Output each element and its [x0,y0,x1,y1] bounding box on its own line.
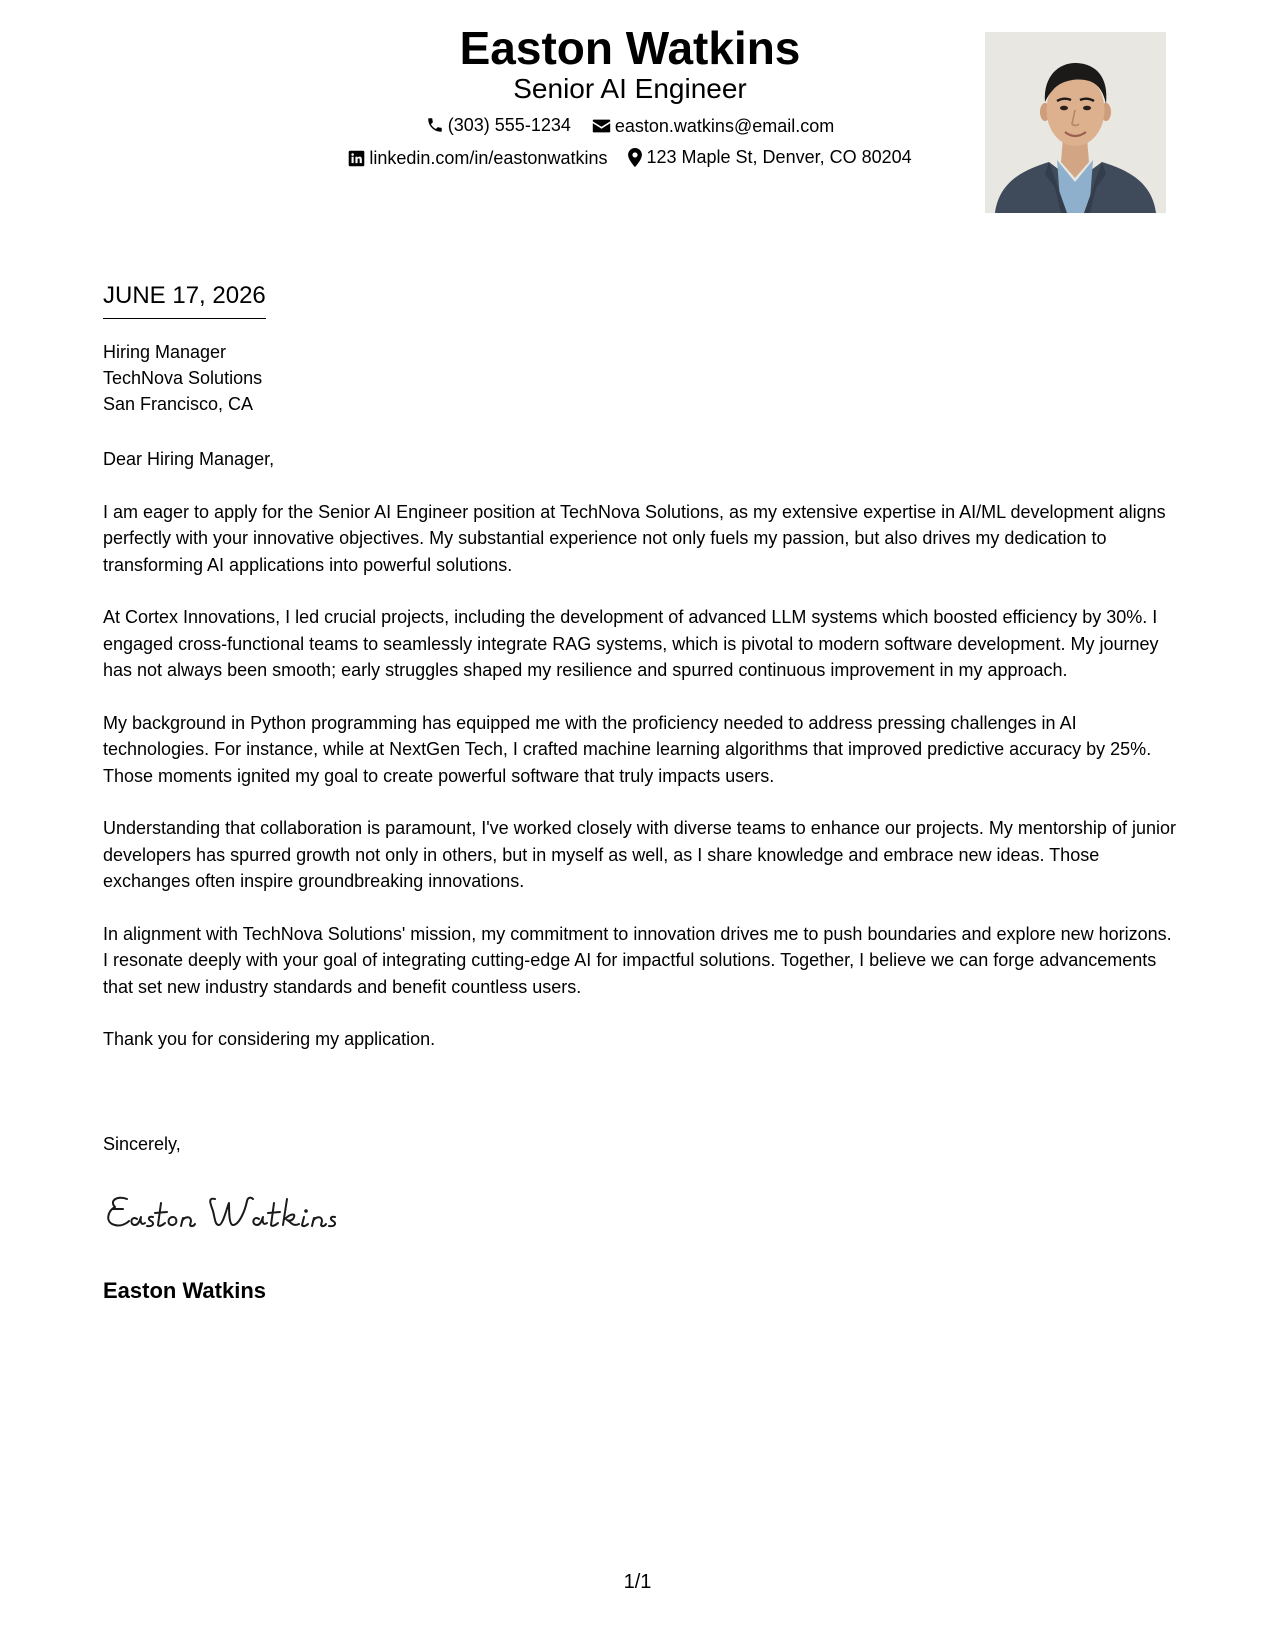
letter-date: JUNE 17, 2026 [103,280,266,319]
recipient-line: TechNova Solutions [103,368,263,388]
body-paragraph: My background in Python programming has equipped me with the proficiency needed to address pressing challenges in AI technologies. For instance, while at NextGen Tech, I crafted machine learning algorithms that improved predictive accuracy by 25%. Those moments ignited my goal to create powerful software that truly impacts users. [103,712,1152,786]
recipient-block [103,339,262,417]
recipient-line: Hiring Manager [103,342,227,362]
signature-name: Easton Watkins [103,1278,266,1303]
thanks-line: Thank you for considering my application. [103,1029,436,1049]
profile-photo [985,32,1166,213]
body-paragraph: In alignment with TechNova Solutions' mission, my commitment to innovation drives me to push boundaries and explore new horizons. I resonate deeply with your goal of integrating cutting-edge AI for impactful solutions. Together, I believe we can forge advancements that set new industry standards and benefit countless users. [103,923,1172,997]
map-pin-icon [628,148,642,167]
email-text: easton.watkins@email.com [614,116,835,136]
body-paragraph: Understanding that collaboration is paramount, I've worked closely with diverse teams to enhance our projects. My mentorship of junior developers has spurred growth not only in others, but in myself as well, as I share knowledge and embrace new ideas. Those exchanges often inspire groundbreaking innovations. [103,818,1176,891]
linkedin-contact [348,145,607,171]
applicant-title: Senior AI Engineer [513,73,747,104]
address-text: 123 Maple St, Denver, CO 80204 [646,147,912,167]
contact-row-1 [220,112,1040,141]
signature-image [103,1185,363,1250]
phone-icon [426,116,444,134]
page-number: 1/1 [623,1571,652,1593]
phone-text: (303) 555-1234 [447,115,571,135]
recipient-line: San Francisco, CA [103,394,254,414]
email-contact [592,113,834,139]
linkedin-text: linkedin.com/in/eastonwatkins [369,148,608,168]
body-paragraph: At Cortex Innovations, I led crucial projects, including the development of advanced LLM systems which boosted efficiency by 30%. I engaged cross-functional teams to seamlessly integrate RAG systems, which is pivotal to modern software development. My journey has not always been smooth; early struggles shaped my resilience and spurred continuous improvement in my approach. [103,607,1159,680]
envelope-icon [592,118,611,134]
letter-header [0,0,1275,230]
phone-contact [426,112,571,138]
applicant-name: Easton Watkins [459,22,801,74]
letter-body [103,446,1178,1079]
address-contact [628,144,911,170]
salutation: Dear Hiring Manager, [103,449,275,469]
closing: Sincerely, [103,1134,181,1154]
contact-row-2 [220,144,1040,174]
linkedin-icon [348,150,365,167]
body-paragraph: I am eager to apply for the Senior AI Engineer position at TechNova Solutions, as my extensive expertise in AI/ML development aligns perfectly with your innovative objectives. My substantial experience not only fuels my passion, but also drives my dedication to transforming AI applications into powerful solutions. [103,501,1166,575]
